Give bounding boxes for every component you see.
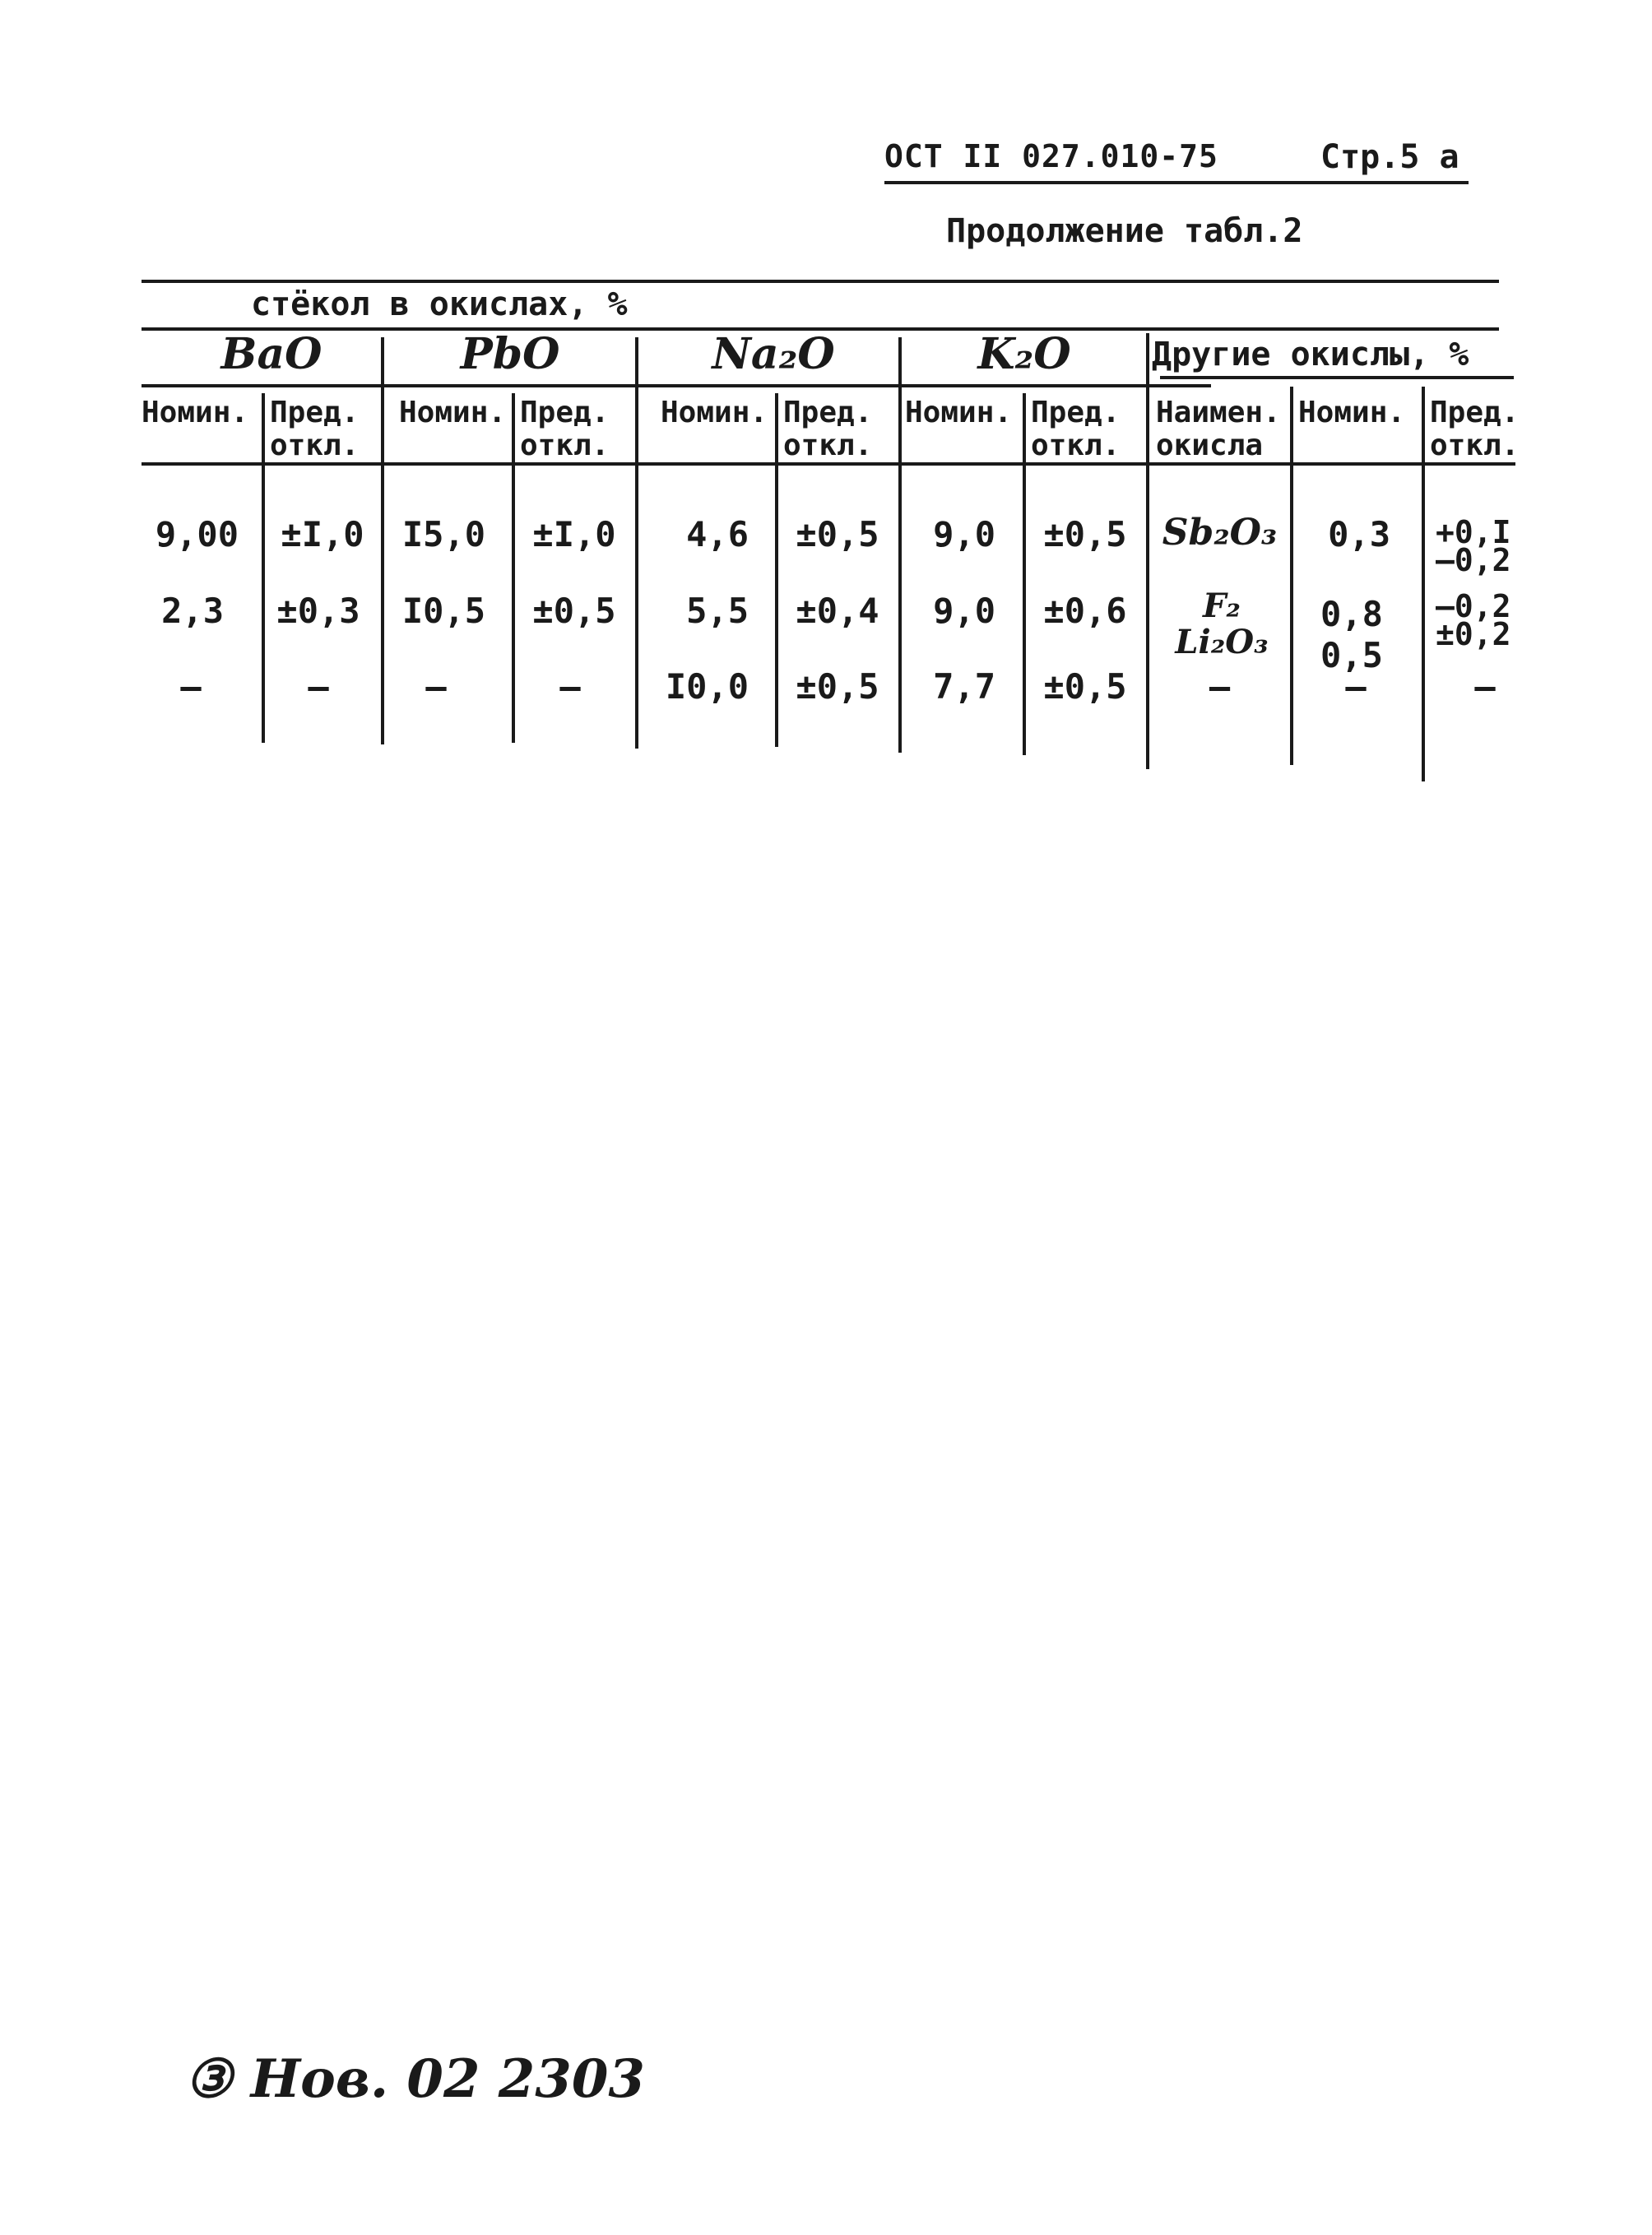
other-oxide-name: – (1209, 666, 1231, 707)
k2o-tolerance: ±0,5 (1043, 666, 1127, 707)
separator-na2o-sub (775, 393, 778, 747)
other-oxides-rule (1160, 376, 1514, 379)
oxide-bao-header: BaO (220, 329, 323, 379)
separator-other-nom (1422, 387, 1425, 781)
k2o-tolerance: ±0,5 (1043, 514, 1127, 554)
separator-other-name (1290, 387, 1293, 765)
other-oxide-name: F₂ Li₂O₃ (1175, 587, 1269, 661)
separator-pbo-na2o (635, 337, 638, 749)
k2o-nominal: 9,0 (933, 591, 995, 631)
na2o-tolerance: ±0,5 (796, 514, 879, 554)
subheader-rule (142, 384, 1211, 387)
na2o-tolerance: ±0,5 (796, 666, 879, 707)
separator-k2o-other (1146, 333, 1149, 769)
other-tolerance: – (1474, 666, 1496, 707)
k2o-nominal: 9,0 (933, 514, 995, 554)
oxide-na2o-header: Na₂O (712, 329, 835, 379)
pbo-nominal: I5,0 (401, 514, 485, 554)
document-code: ОСТ II 027.010-75 (884, 138, 1218, 174)
separator-na2o-k2o (898, 337, 902, 753)
k2o-tolerance: ±0,6 (1043, 591, 1127, 631)
handwritten-revision-note: ③ Нов. 02 2303 (185, 2048, 645, 2110)
other-tolerance-header: Пред. откл. (1430, 396, 1520, 462)
na2o-tolerance-header: Пред. откл. (783, 396, 873, 462)
other-oxide-name: Sb₂O₃ (1162, 512, 1278, 554)
other-nominal: 0,8 0,5 (1320, 594, 1383, 675)
pbo-tolerance: – (559, 666, 581, 707)
separator-pbo-sub (512, 393, 515, 743)
na2o-nominal: I0,0 (665, 666, 749, 707)
other-nominal: – (1345, 666, 1367, 707)
other-tolerance: +0,I –0,2 (1436, 514, 1511, 578)
composition-span-header: стёкол в окислах, % (251, 285, 628, 323)
bao-nominal: 9,00 (155, 514, 239, 554)
page-number: Стр.5 а (1320, 138, 1459, 176)
header-underline (884, 181, 1469, 184)
pbo-tolerance: ±I,0 (532, 514, 616, 554)
other-tolerance: –0,2 ±0,2 (1436, 588, 1511, 652)
k2o-tolerance-header: Пред. откл. (1031, 396, 1121, 462)
table-continuation-title: Продолжение табл.2 (946, 212, 1303, 250)
pbo-nominal-header: Номин. (399, 396, 507, 429)
other-nominal: 0,3 (1328, 514, 1390, 554)
bao-nominal-header: Номин. (142, 396, 249, 429)
pbo-nominal: I0,5 (401, 591, 485, 631)
na2o-nominal: 4,6 (686, 514, 749, 554)
oxide-name-header: Наимен. окисла (1156, 396, 1281, 462)
oxide-k2o-header: K₂O (977, 329, 1071, 379)
bao-tolerance: ±I,0 (281, 514, 364, 554)
pbo-nominal: – (425, 666, 447, 707)
data-rule (142, 462, 1515, 466)
bao-tolerance: – (308, 666, 329, 707)
bao-tolerance: ±0,3 (276, 591, 360, 631)
bao-nominal: 2,3 (161, 591, 224, 631)
na2o-nominal: 5,5 (686, 591, 749, 631)
pbo-tolerance: ±0,5 (532, 591, 616, 631)
bao-nominal: – (180, 666, 202, 707)
na2o-tolerance: ±0,4 (796, 591, 879, 631)
other-nominal-header: Номин. (1298, 396, 1406, 429)
k2o-nominal: 7,7 (933, 666, 995, 707)
oxide-pbo-header: PbO (460, 329, 560, 379)
k2o-nominal-header: Номин. (905, 396, 1013, 429)
na2o-nominal-header: Номин. (661, 396, 768, 429)
separator-bao-pbo (381, 337, 384, 744)
table-top-rule (142, 280, 1499, 283)
pbo-tolerance-header: Пред. откл. (520, 396, 610, 462)
separator-k2o-sub (1023, 393, 1026, 755)
other-oxides-header: Другие окислы, % (1152, 336, 1469, 373)
bao-tolerance-header: Пред. откл. (270, 396, 360, 462)
